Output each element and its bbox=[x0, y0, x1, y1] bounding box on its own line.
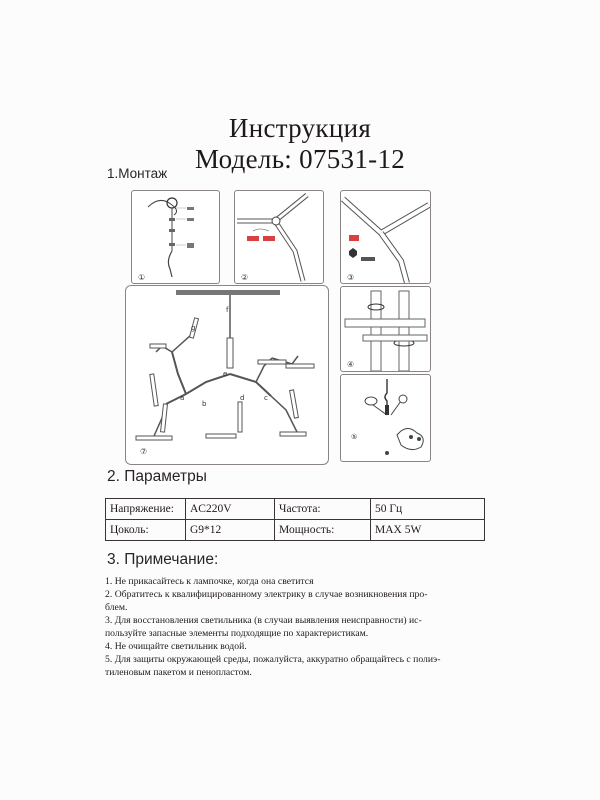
note-line: 2. Обратитесь к квалифицированному электрику в случае возникновения про- bbox=[105, 589, 428, 600]
step-7-number: ⑦ bbox=[140, 447, 148, 456]
document-title: Инструкция bbox=[228, 113, 372, 143]
param-voltage-label: Напряжение: bbox=[106, 499, 186, 520]
step-2-number: ② bbox=[241, 273, 249, 282]
section-parameters-heading: 2. Параметры bbox=[107, 468, 207, 485]
mount-step-4-panel bbox=[340, 286, 431, 372]
section-mounting-heading: 1.Монтаж bbox=[107, 166, 168, 181]
step-3-number: ③ bbox=[347, 273, 355, 282]
note-line: 5. Для защиты окружающей среды, пожалуйста, аккуратно обращайтесь с полиэ- bbox=[105, 654, 441, 665]
step-5-number: ⑤ bbox=[351, 433, 358, 441]
label-f: f bbox=[226, 306, 229, 314]
step-4-number: ④ bbox=[347, 360, 355, 369]
mount-step-2-panel bbox=[234, 190, 324, 284]
mount-step-5-panel bbox=[340, 374, 431, 462]
label-c: c bbox=[264, 394, 268, 402]
parameters-table bbox=[105, 498, 485, 541]
note-line: 1. Не прикасайтесь к лампочке, когда она светится bbox=[105, 576, 314, 587]
note-line: пользуйте запасные элементы подходящие по характеристикам. bbox=[105, 628, 369, 639]
param-frequency-label: Частота: bbox=[275, 499, 371, 520]
note-line: 3. Для восстановления светильника (в случаи выявления неисправности) ис- bbox=[105, 615, 422, 626]
note-line: блем. bbox=[105, 602, 128, 613]
step-4-drawing bbox=[341, 287, 431, 372]
model-number: Модель: 07531-12 bbox=[194, 144, 406, 174]
section-notes-heading: 3. Примечание: bbox=[107, 551, 219, 568]
param-socket-value: G9*12 bbox=[186, 520, 275, 541]
step-1-drawing bbox=[132, 191, 220, 284]
mount-step-7-panel bbox=[125, 285, 329, 465]
param-power-value: MAX 5W bbox=[371, 520, 485, 541]
label-b: b bbox=[202, 400, 207, 408]
table-row bbox=[106, 499, 485, 520]
hex-key-icon bbox=[349, 248, 357, 258]
step-7-drawing bbox=[126, 286, 329, 465]
param-socket-label: Цоколь: bbox=[106, 520, 186, 541]
param-voltage-value: AC220V bbox=[186, 499, 275, 520]
mount-step-1-panel bbox=[131, 190, 220, 284]
ceiling-plate bbox=[176, 290, 280, 295]
step-2-drawing bbox=[235, 191, 324, 284]
param-power-label: Мощность: bbox=[275, 520, 371, 541]
label-e: e bbox=[223, 370, 228, 378]
label-a: a bbox=[180, 394, 185, 402]
label-g: g bbox=[191, 324, 196, 332]
note-line: тиленовым пакетом и пенопластом. bbox=[105, 667, 252, 678]
param-frequency-value: 50 Гц bbox=[371, 499, 485, 520]
step-1-number: ① bbox=[138, 273, 146, 282]
step-3-drawing bbox=[341, 191, 431, 284]
step-5-drawing bbox=[341, 375, 431, 462]
table-row bbox=[106, 520, 485, 541]
notes-list bbox=[105, 575, 500, 679]
note-line: 4. Не очищайте светильник водой. bbox=[105, 641, 247, 652]
mount-step-3-panel bbox=[340, 190, 431, 284]
label-d: d bbox=[240, 394, 245, 402]
